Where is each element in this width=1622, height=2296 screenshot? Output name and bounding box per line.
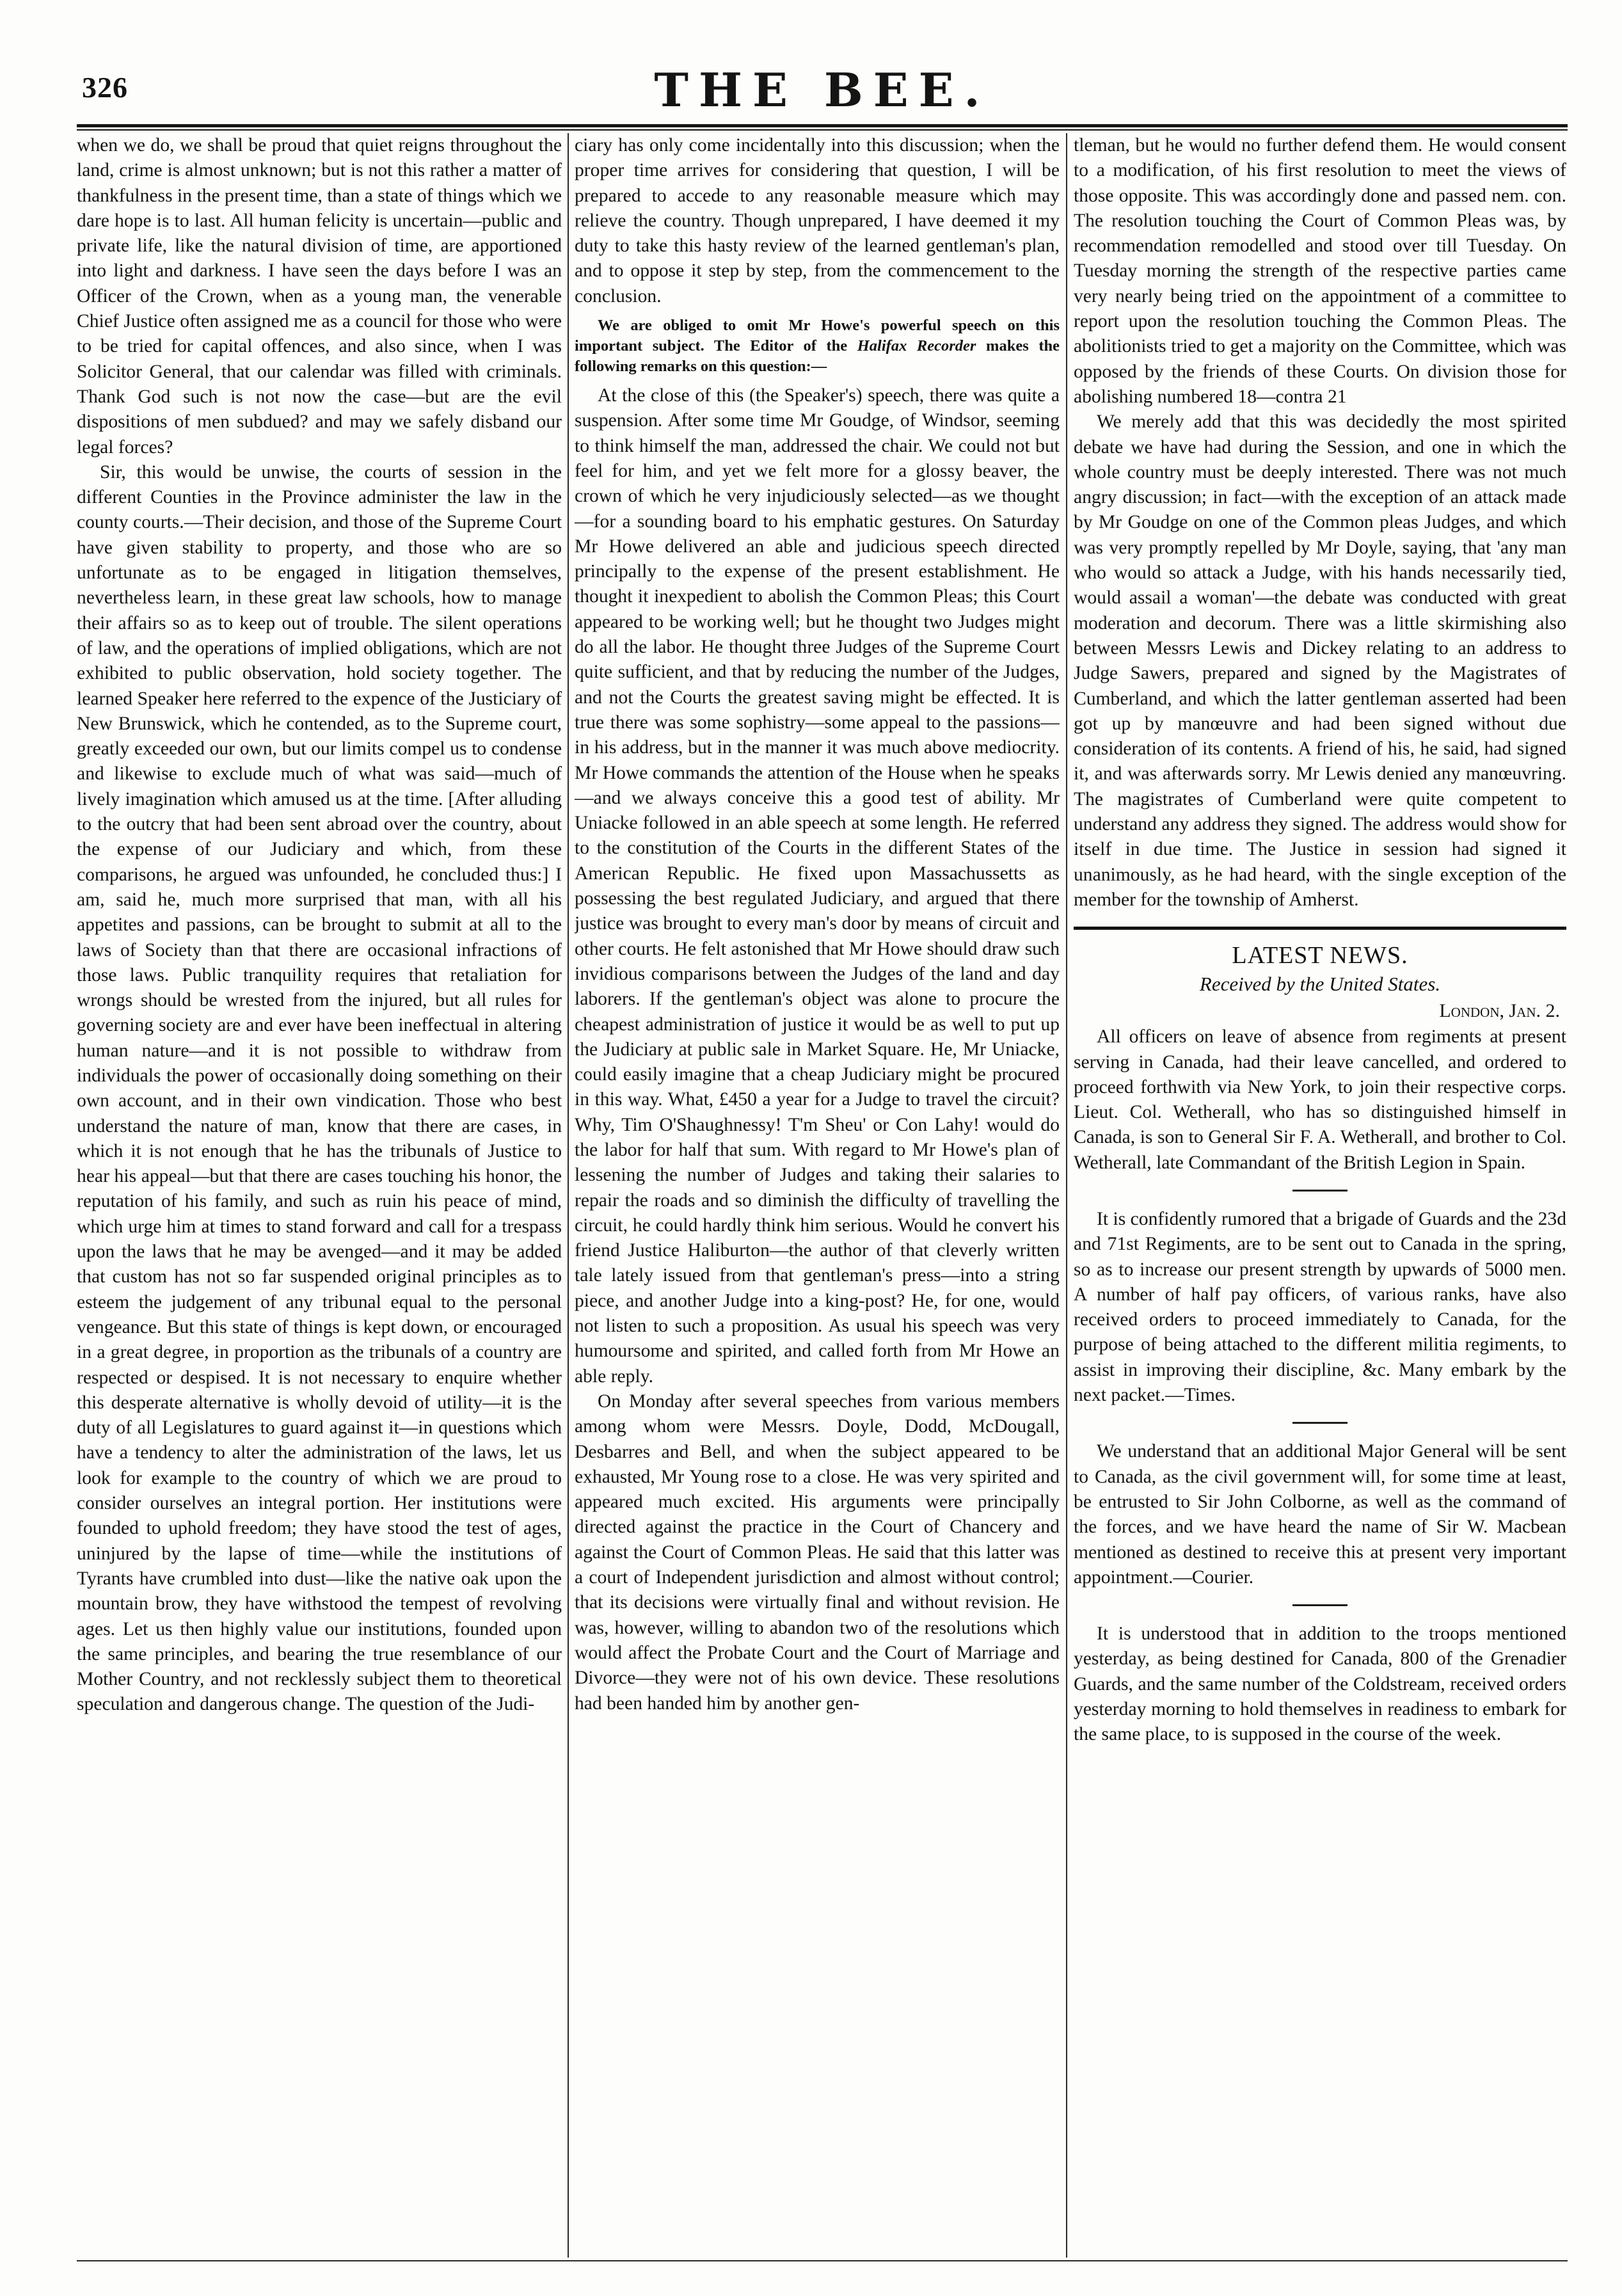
news-heading: LATEST NEWS.	[1232, 942, 1408, 969]
editor-note	[575, 315, 1060, 377]
masthead-rule-thin	[77, 129, 1568, 131]
item-separator	[1292, 1604, 1348, 1606]
item-separator	[1292, 1190, 1348, 1192]
editor-note-publication: Halifax Recorder	[857, 337, 976, 355]
bottom-rule	[77, 2260, 1568, 2261]
editor-note-text-end: makes the following remarks on this question:—	[575, 337, 1060, 376]
news-item: It is understood that in addition to the troops mentioned yesterday, as being destined for Canada, 800 of the Grenadier Guards, and the same number of the Coldstream, received orders yesterday morning to hold themselves in readiness to embark for the same place, to is supposed in the course of the week.	[1074, 1623, 1566, 1745]
column-divider-1	[568, 133, 569, 2258]
column-1	[77, 133, 562, 2258]
column-divider-2	[1066, 133, 1067, 2258]
masthead-rule	[77, 124, 1568, 127]
news-item: We understand that an additional Major General will be sent to Canada, as the civil government will, for some time at least, be entrusted to Sir John Colborne, as well as the command of the forces, and we have heard the name of Sir W. Macbean mentioned as destined to receive this at present very important appointment.—Courier.	[1074, 1441, 1566, 1588]
newspaper-title: THE BEE.	[654, 63, 990, 117]
news-item: It is confidently rumored that a brigade of Guards and the 23d and 71st Regiments, are to be sent out to Canada in the spring, so as to increase our present strength by upwards of 5000 men. A number of half pay officers, of various ranks, have also received orders to proceed immediately to Canada, for the purpose of being attached to the different militia regiments, to assist in improving their discipline, &c. Many embark by the next packet.—Times.	[1074, 1208, 1566, 1406]
column-2	[575, 133, 1060, 2258]
news-subheading: Received by the United States.	[1199, 973, 1441, 996]
article-paragraph: On Monday after several speeches from various members among whom were Messrs. Doyle, Dodd, McDougall, Desbarres and Bell, and when the subject appeared to be exhausted, Mr Young rose to a close. He was very spirited and appeared much excited. His arguments were principally directed against the practice in the Court of Chancery and against the Court of Common Pleas. He said that this latter was a court of Independent jurisdiction and almost without control; that its decisions were virtually final and without revision. He was, however, willing to abandon two of the resolutions which would affect the Probate Court and the Court of Marriage and Divorce—they were not of his own device. These resolutions had been handed him by another gen-	[575, 1391, 1060, 1714]
editor-note-text: We are obliged to omit Mr Howe's powerful speech on this important subject. The Editor of the	[575, 317, 1060, 355]
article-paragraph: At the close of this (the Speaker's) speech, there was quite a suspension. After some time Mr Goudge, of Windsor, seeming to think himself the man, addressed the chair. We could not but feel for him, and yet we felt more for a glossy beaver, the crown of which he very injudiciously selected—as we thought—for a sounding board to his emphatic gestures. On Saturday Mr Howe delivered an able and judicious speech directed principally to the expense of the present establishment. He thought it inexpedient to abolish the Common Pleas; this Court appeared to be working well; but he thought two Judges might do all the labor. He thought three Judges of the Supreme Court quite sufficient, and that by reducing the number of the Judges, and not the Courts the greatest saving might be effected. It is true there was some sophistry—some appeal to the passions—in his address, but in the manner it was much above mediocrity. Mr Howe commands the attention of the House when he speaks—and we always conceive this a good test of ability. Mr Uniacke followed in an able speech at some length. He referred to the constitution of the Courts in the different States of the American Republic. He fixed upon Massachussetts as possessing the best regulated Judiciary, and argued that there justice was brought to every man's door by means of circuit and other courts. He felt astonished that Mr Howe should draw such invidious comparisons between the Judges of the land and day laborers. If the gentleman's object was alone to procure the cheapest administration of justice it would be as well to put up the Judiciary at public sale in Market Square. He, Mr Uniacke, could easily imagine that a cheap Judiciary might be procured in this way. What, £450 a year for a Judge to travel the circuit? Why, Tim O'Shaughnessy! T'm Sheu' or Con Lahy! would do the labor for half that sum. With regard to Mr Howe's plan of lessening the number of Judges and taking their salaries to repair the roads and so diminish the difficulty of travelling the circuit, he could hardly think him serious. Would he convert his friend Justice Haliburton—the author of that cleverly written tale lately issued from that gentleman's press—into a string piece, and another Judge into a king-post? He, for one, would not listen to such a proposition. As usual his speech was very humoursome and spirited, and called forth from Mr Howe an able reply.	[575, 385, 1060, 1387]
column-3	[1074, 133, 1566, 2258]
page-number: 326	[82, 71, 128, 104]
news-dateline: London, Jan. 2.	[1439, 1000, 1560, 1022]
news-item: All officers on leave of absence from regiments at present serving in Canada, had their leave cancelled, and ordered to proceed forthwith via New York, to join their respective corps. Lieut. Col. Wetherall, who has so distinguished himself in Canada, is son to General Sir F. A. Wetherall, and brother to Col. Wetherall, late Commandant of the British Legion in Spain.	[1074, 1026, 1566, 1173]
article-paragraph: We merely add that this was decidedly the most spirited debate we have had during the Session, and one in which the whole country must be deeply interested. There was not much angry discussion; in fact—with the exception of an attack made by Mr Goudge on one of the Common pleas Judges, and which was very promptly repelled by Mr Doyle, saying, that 'any man who would so attack a Judge, with his hands necessarily tied, would assail a woman'—the debate was conducted with great moderation and decorum. There was a little skirmishing also between Messrs Lewis and Dickey relating to an address to Judge Sawers, prepared and signed by the Magistrates of Cumberland, and which the latter gentleman asserted had been got up by manœuvre and had been signed without due consideration of its contents. A friend of his, he said, had signed it, and was afterwards sorry. Mr Lewis denied any manœuvring. The magistrates of Cumberland were quite competent to understand any address they signed. The address would show for itself in due time. The Justice in session had signed it unanimously, as he had heard, with the single exception of the member for the township of Amherst.	[1074, 411, 1566, 910]
article-paragraph: Sir, this would be unwise, the courts of session in the different Counties in the Province administer the law in the county courts.—Their decision, and those of the Supreme Court have given stability to property, and those who are so unfortunate as to be engaged in litigation themselves, nevertheless learn, in these great law schools, how to manage their affairs so as to keep out of trouble. The silent operations of law, and the operations of implied obligations, which are not exhibited to public observation, hold society together. The learned Speaker here referred to the expence of the Justiciary of New Brunswick, which he contended, as to the Supreme court, greatly exceeded our own, but our limits compel us to condense and likewise to exclude much of what was said—much of lively imagination which amused us at the time. [After alluding to the outcry that had been sent abroad over the country, about the expense of our Judiciary and which, from these comparisons, he argued was unfounded, he concluded thus:] I am, said he, much more surprised that man, with all his appetites and passions, can be brought to submit at all to the laws of Society than that there are occasional infractions of those laws. Public tranquility requires that retaliation for wrongs should be wrested from the injured, but all rules for governing society are and ever have been ineffectual in altering human nature—and it is not possible to withdraw from individuals the power of occasionally doing something on their own account, and in their own vindication. Those who best understand the nature of man, know that there are cases, in which it is not enough that he has the tribunals of Justice to hear his appeal—but that there are cases touching his honor, the reputation of his family, and such as ruin his peace of mind, which urge him at times to stand forward and call for a trespass upon the laws that he may be avenged—and it may be added that custom has not so far suspended original principles as to esteem the judgement of any tribunal equal to the personal vengeance. But this state of things is kept down, or encouraged in a great degree, in proportion as the tribunals of a country are respected or despised. It is not necessary to enquire whether this desperate alternative is wholly devoid of utility—it is the duty of all Legislatures to guard against it—in questions which have a tendency to alter the administration of the laws, let us look for example to the country of which we are proud to consider ourselves an integral portion. Her institutions were founded to uphold freedom; they have stood the test of ages, uninjured by the lapse of time—while the institutions of Tyrants have crumbled into dust—like the native oak upon the mountain brow, they have withstood the tempest of revolving ages. Let us then highly value our institutions, founded upon the same principles, and bearing the true resemblance of our Mother Country, and not recklessly subject them to theoretical speculation and dangerous change. The question of the Judi-	[77, 461, 562, 1715]
article-paragraph: ciary has only come incidentally into this discussion; when the proper time arrives for considering that question, I will be prepared to accede to any reasonable measure which may relieve the country. Though unprepared, I have deemed it my duty to take this hasty review of the learned gentleman's plan, and to oppose it step by step, from the commencement to the conclusion.	[575, 135, 1060, 307]
masthead	[77, 61, 1568, 123]
article-paragraph: tleman, but he would no further defend them. He would consent to a modification, of his first resolution to meet the views of those opposite. This was accordingly done and passed nem. con. The resolution touching the Court of Common Pleas was, by recommendation remodelled and stood over till Tuesday. On Tuesday morning the strength of the respective parties came very nearly being tried on the appointment of a committee to report upon the resolution touching the Common Pleas. The abolitionists tried to get a majority on the Committee, which was opposed by the friends of these Courts. On division those for abolishing numbered 18—contra 21	[1074, 135, 1566, 407]
item-separator	[1292, 1422, 1348, 1424]
section-divider	[1074, 927, 1566, 930]
article-paragraph: when we do, we shall be proud that quiet reigns throughout the land, crime is almost unknown; but is not this rather a matter of thankfulness in the present time, than a state of things which we dare hope is to last. All human felicity is uncertain—public and private life, like the natural division of time, are apportioned into light and darkness. I have seen the days before I was an Officer of the Crown, when as a young man, the venerable Chief Justice often assigned me as a council for those who were to be tried for capital offences, and also since, when I was Solicitor General, that our calendar was filled with criminals. Thank God such is not now the case—but are the evil dispositions of men subdued? and may we safely disband our legal forces?	[77, 135, 562, 458]
